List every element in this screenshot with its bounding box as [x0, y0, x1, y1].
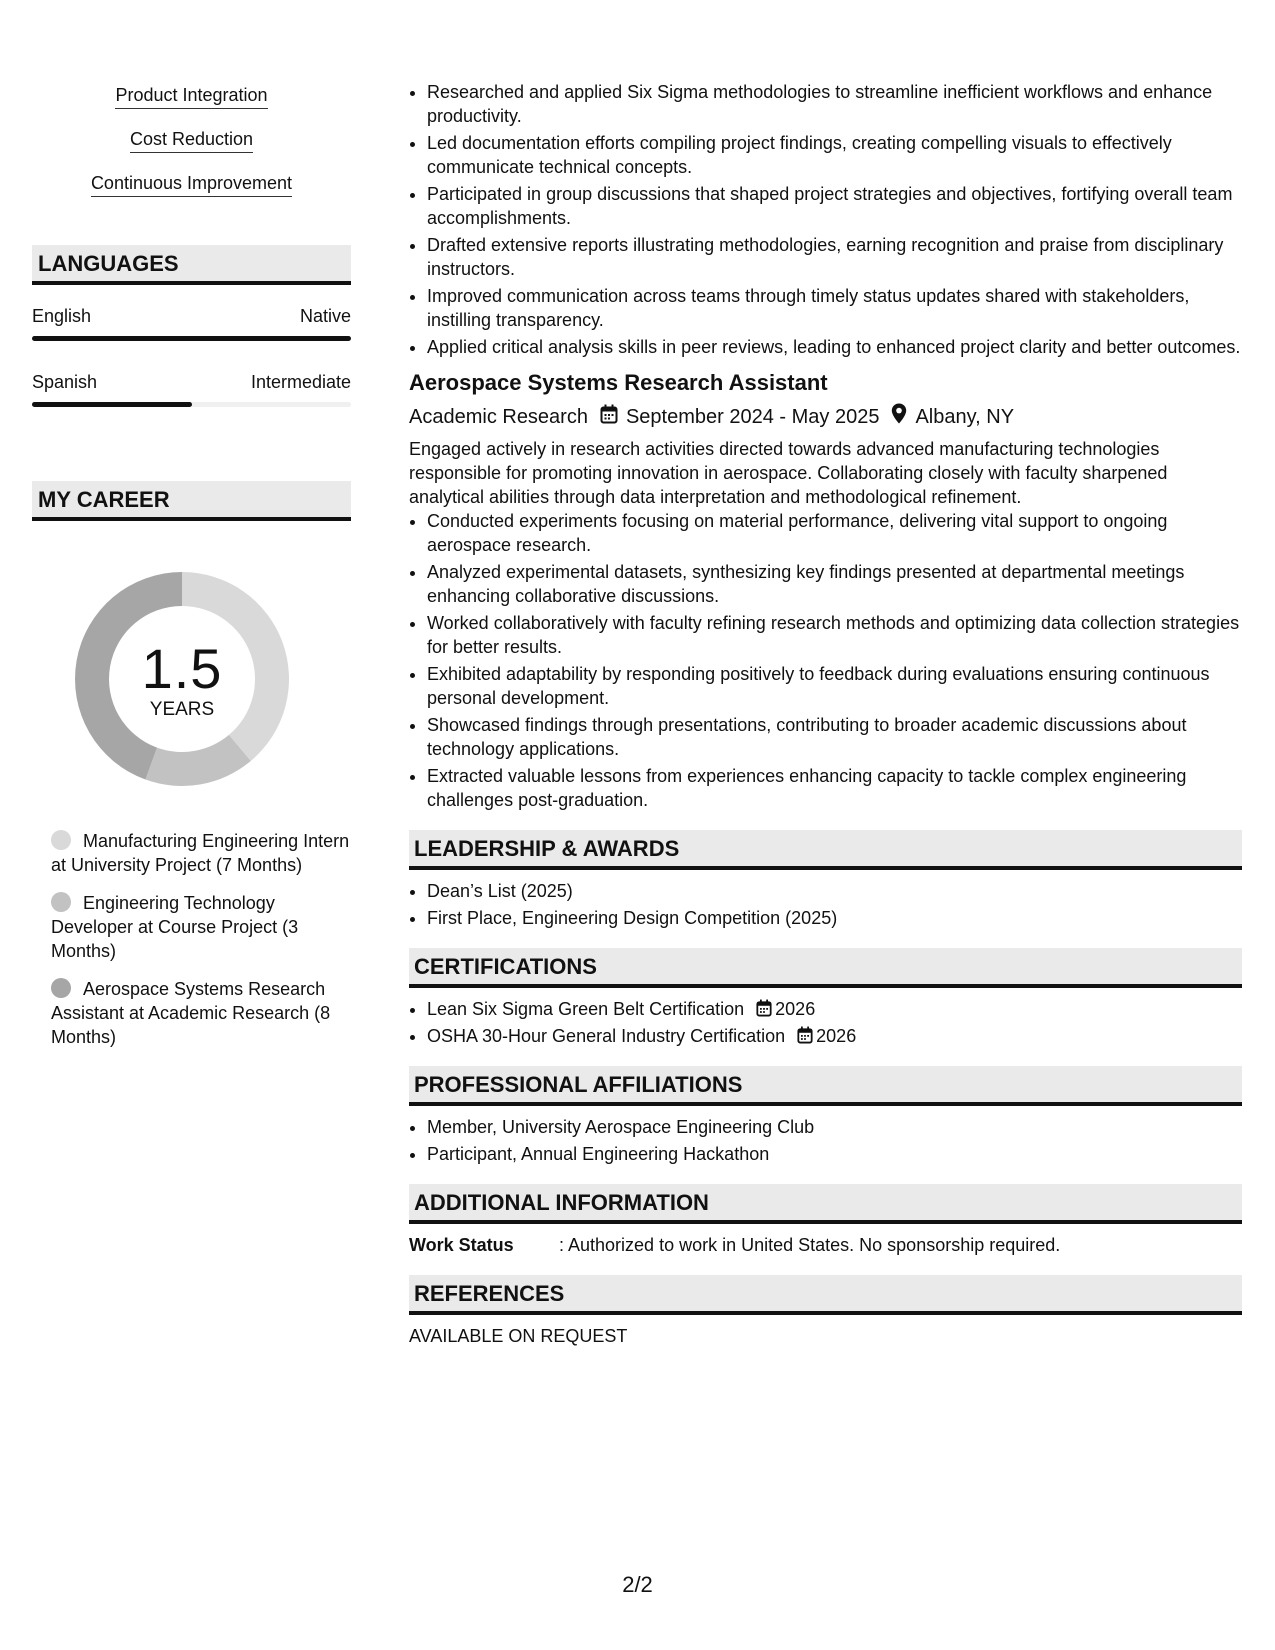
affiliations-heading: PROFESSIONAL AFFILIATIONS [409, 1066, 1242, 1106]
career-item [51, 891, 351, 963]
additional-heading: ADDITIONAL INFORMATION [409, 1184, 1242, 1224]
bullet-item: • Researched and applied Six Sigma methodologies to streamline inefficient workflows and enhance productivity. [427, 80, 1242, 128]
career-item-text: Aerospace Systems Research Assistant at Academic Research (8 Months) [51, 979, 331, 1047]
page-number: 2/2 [622, 1572, 653, 1597]
bullet-item: • Showcased findings through presentations, contributing to broader academic discussions about technology applications. [427, 713, 1242, 761]
leadership-list [409, 879, 1242, 930]
certification-year: 2026 [816, 1026, 857, 1046]
career-item-text: Engineering Technology Developer at Course Project (3 Months) [51, 893, 299, 961]
bullet-item: • Conducted experiments focusing on material performance, delivering vital support to ongoing aerospace research. [427, 509, 1242, 557]
calendar-icon [797, 1026, 813, 1044]
language-bar-fill [32, 402, 192, 407]
certifications-list [409, 997, 1242, 1048]
language-bar [32, 402, 351, 407]
bullet-item: • Extracted valuable lessons from experiences enhancing capacity to tackle complex engineering challenges post-graduation. [427, 764, 1242, 812]
prev-job-bullets [409, 80, 1242, 359]
language-english [32, 305, 351, 341]
language-level: Intermediate [250, 372, 351, 392]
certifications-heading: CERTIFICATIONS [409, 948, 1242, 988]
career-item [51, 977, 351, 1049]
certification-item [427, 1024, 1242, 1048]
bullet-item: • Participated in group discussions that shaped project strategies and objectives, fortifying overall team accomplishments. [427, 182, 1242, 230]
skills-list [32, 84, 351, 216]
career-total: 1.5 [141, 637, 223, 700]
bullet-item: • First Place, Engineering Design Competition (2025) [427, 906, 1242, 930]
career-heading: MY CAREER [32, 481, 351, 521]
affiliations-list [409, 1115, 1242, 1166]
language-name: Spanish [32, 372, 98, 392]
career-item [51, 829, 351, 877]
calendar-icon [600, 404, 618, 431]
career-item-text: Manufacturing Engineering Intern at University Project (7 Months) [51, 831, 350, 875]
bullet-item: • Exhibited adaptability by responding positively to feedback during evaluations ensuring continuous personal development. [427, 662, 1242, 710]
bullet-item: • Drafted extensive reports illustrating methodologies, earning recognition and praise from disciplinary instructors. [427, 233, 1242, 281]
references-heading: REFERENCES [409, 1275, 1242, 1315]
language-bar-fill [32, 336, 351, 341]
bullet-item: • Dean’s List (2025) [427, 879, 1242, 903]
bullet-item: • Member, University Aerospace Engineering Club [427, 1115, 1242, 1139]
certification-year: 2026 [775, 999, 816, 1019]
career-unit: YEARS [149, 699, 215, 720]
skill-item: Continuous Improvement [91, 172, 292, 197]
job-description: Engaged actively in research activities directed towards advanced manufacturing technologies responsible for promoting innovation in aerospace. Collaborating closely with faculty sharpened analytical abilities through data interpretation and methodological refinement. [409, 439, 1168, 507]
language-name: English [32, 306, 92, 326]
work-status-value: : Authorized to work in United States. No sponsorship required. [559, 1235, 1061, 1255]
work-status-label: Work Status [409, 1235, 514, 1255]
work-status-row [409, 1233, 1242, 1257]
bullet-item: • Analyzed experimental datasets, synthesizing key findings presented at departmental meetings enhancing collaborative discussions. [427, 560, 1242, 608]
bullet-item: • Worked collaboratively with faculty refining research methods and optimizing data collection strategies for better results. [427, 611, 1242, 659]
job-bullets [409, 509, 1242, 812]
references-text: AVAILABLE ON REQUEST [409, 1326, 628, 1346]
bullet-item: • Improved communication across teams through timely status updates shared with stakeholders, instilling transparency. [427, 284, 1242, 332]
career-legend [51, 829, 351, 1049]
language-spanish [32, 371, 351, 407]
job-meta [409, 403, 1242, 431]
skill-item: Cost Reduction [130, 128, 253, 153]
skill-item: Product Integration [115, 84, 267, 109]
certification-name: OSHA 30-Hour General Industry Certification [427, 1026, 786, 1046]
legend-dot-icon [51, 978, 71, 998]
certification-name: Lean Six Sigma Green Belt Certification [427, 999, 745, 1019]
job-dates: September 2024 - May 2025 [625, 406, 880, 428]
legend-dot-icon [51, 892, 71, 912]
career-donut [66, 563, 298, 795]
bullet-item: • Applied critical analysis skills in peer reviews, leading to enhanced project clarity and better outcomes. [427, 335, 1242, 359]
legend-dot-icon [51, 830, 71, 850]
bullet-item: • Participant, Annual Engineering Hackathon [427, 1142, 1242, 1166]
job-location: Albany, NY [915, 406, 1015, 428]
languages-heading: LANGUAGES [32, 245, 351, 285]
sidebar [32, 84, 351, 1063]
main-content [409, 80, 1242, 1348]
bullet-item: • Led documentation efforts compiling project findings, creating compelling visuals to effectively communicate technical concepts. [427, 131, 1242, 179]
job-title: Aerospace Systems Research Assistant [409, 370, 828, 395]
language-bar [32, 336, 351, 341]
map-pin-icon [891, 403, 907, 431]
job-org: Academic Research [409, 406, 588, 428]
language-level: Native [299, 306, 351, 326]
calendar-icon [756, 999, 772, 1017]
leadership-heading: LEADERSHIP & AWARDS [409, 830, 1242, 870]
certification-item [427, 997, 1242, 1021]
